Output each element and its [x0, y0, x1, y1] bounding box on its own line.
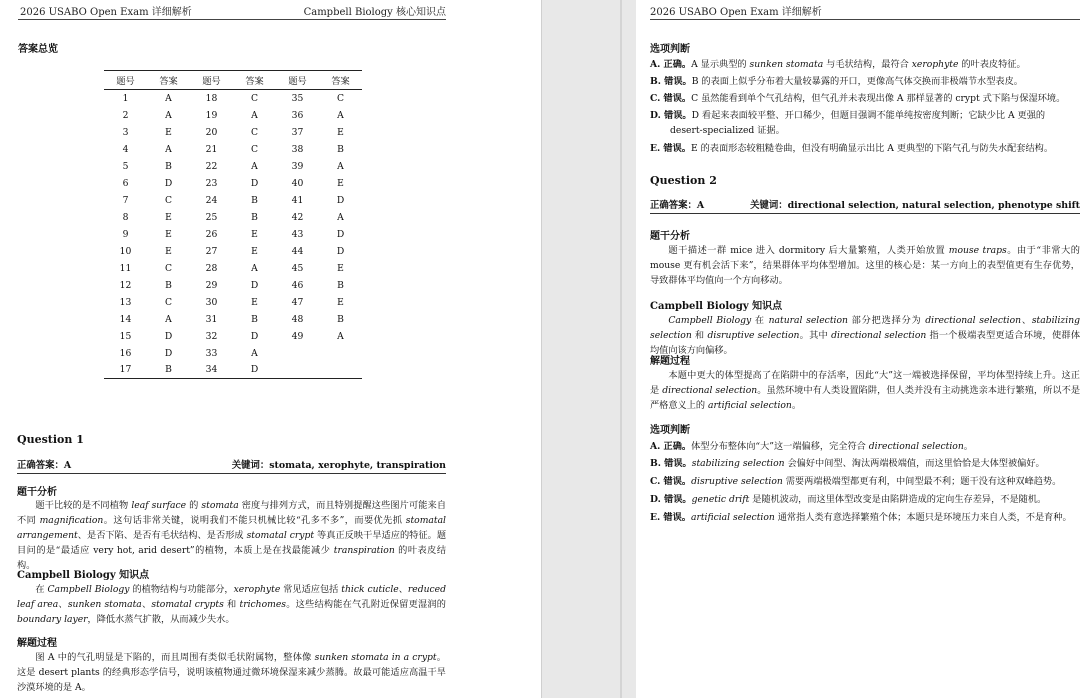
header-rule-right: [650, 19, 1080, 20]
table-cell: D: [250, 279, 259, 291]
table-cell: A: [251, 347, 258, 359]
table-cell: 12: [119, 279, 132, 291]
table-cell: 42: [291, 211, 304, 223]
table-cell: 45: [291, 262, 304, 274]
table-cell: 44: [291, 245, 304, 257]
table-cell: E: [251, 296, 258, 308]
table-cell: D: [250, 330, 259, 342]
table-row: [104, 345, 362, 362]
table-cell: A: [251, 160, 258, 172]
table-cell: 24: [205, 194, 218, 206]
table-cell: 38: [291, 143, 304, 155]
q1-option-item: B. 错误。B 的表面上似乎分布着大量较暴露的开口，更像高气体交换而非极端节水型表皮。: [650, 76, 1023, 87]
table-cell: D: [336, 228, 345, 240]
table-cell: 14: [119, 313, 132, 325]
table-cell: C: [164, 194, 173, 206]
table-cell: 40: [291, 177, 304, 189]
right-page: [636, 0, 1080, 698]
q2-campbell-title: Campbell Biology 知识点: [650, 301, 783, 312]
table-cell: C: [250, 143, 259, 155]
table-cell: 34: [190, 362, 233, 379]
table-row: [104, 362, 362, 379]
q2-keywords: 关键词：directional selection, natural selection, phenotype shift: [750, 200, 1080, 211]
q2-analysis-title: 题干分析: [650, 231, 690, 242]
q2-correct-answer: 正确答案：A: [650, 200, 705, 211]
table-cell: 10: [119, 245, 132, 257]
table-cell: 1: [122, 92, 129, 104]
table-cell: 47: [291, 296, 304, 308]
table-cell: C: [164, 296, 173, 308]
table-cell: 31: [205, 313, 218, 325]
running-header-left-right-page: 2026 USABO Open Exam 详细解析: [650, 7, 822, 18]
table-header-cell: 答案: [147, 71, 190, 90]
q2-option-item: A. 正确。体型分布整体向“大”这一端偏移，完全符合 directional selection。: [650, 441, 973, 452]
q2-option-item: D. 错误。genetic drift 是随机波动，而这里体型改变是由陷阱造成的定向生存差异，不是随机。: [650, 494, 1047, 505]
q1-analysis-paragraph: 题干比较的是不同植物 leaf surface 的 stomata 密度与排列方式，而且特别提醒这些图片可能来自不同 magnification。这句话非常关键，说明我们不能只机械比较“孔多不多”，而要优先抓 stomatal arrangement、是否下陷、是否有毛状结构、是否形成 stomatal crypt 等真正反映干旱适应的特征。题目问的是“最适应 very hot, arid desert”的植物，本质上是在找最能减少 transpiration 的叶表皮结构。: [17, 500, 447, 571]
table-header-cell: 题号: [276, 71, 319, 90]
table-cell: A: [165, 313, 172, 325]
table-cell: 8: [122, 211, 129, 223]
q2-analysis-paragraph: 题干描述一群 mice 进入 dormitory 后大量繁殖，人类开始放置 mouse traps。由于“非常大的 mouse 更有机会活下来”，结果群体平均体型增加。这里的核心是：某一方向上的表型值更有生存优势，导致群体平均值向一个方向移动。: [650, 245, 1080, 286]
table-cell: 28: [205, 262, 218, 274]
table-header-cell: 答案: [233, 71, 276, 90]
table-cell: E: [337, 126, 344, 138]
answer-table: [104, 70, 362, 379]
table-cell: [276, 362, 319, 379]
table-row: [104, 311, 362, 328]
table-row: [104, 124, 362, 141]
table-cell: A: [251, 262, 258, 274]
table-cell: 15: [119, 330, 132, 342]
q1-correct-answer: 正确答案：A: [17, 460, 72, 471]
table-row: [104, 294, 362, 311]
table-cell: B: [251, 313, 258, 325]
table-cell: 6: [122, 177, 129, 189]
table-cell: 49: [291, 330, 304, 342]
table-cell: 5: [122, 160, 129, 172]
q1-options-title: 选项判断: [650, 44, 690, 55]
table-cell: E: [337, 262, 344, 274]
table-cell: 26: [205, 228, 218, 240]
table-cell: 33: [205, 347, 218, 359]
table-cell: B: [337, 143, 344, 155]
table-cell: 39: [291, 160, 304, 172]
answer-overview-title: 答案总览: [18, 44, 58, 55]
table-cell: [319, 345, 362, 362]
q2-process-title: 解题过程: [650, 356, 690, 367]
table-cell: B: [165, 279, 172, 291]
page-gutter: [541, 0, 636, 698]
table-cell: 11: [119, 262, 132, 274]
table-cell: 18: [205, 92, 218, 104]
table-cell: 22: [205, 160, 218, 172]
table-row: [104, 141, 362, 158]
table-cell: 9: [122, 228, 129, 240]
table-cell: 21: [205, 143, 218, 155]
table-cell: D: [164, 177, 173, 189]
table-cell: 30: [205, 296, 218, 308]
table-row: [104, 209, 362, 226]
table-row: [104, 260, 362, 277]
q1-option-item: E. 错误。E 的表面形态较粗糙卷曲，但没有明确显示出比 A 更典型的下陷气孔与防失水配套结构。: [650, 143, 1054, 154]
table-row: [104, 243, 362, 260]
table-cell: B: [251, 211, 258, 223]
table-cell: A: [165, 143, 172, 155]
table-cell: A: [165, 92, 172, 104]
table-cell: A: [251, 109, 258, 121]
table-cell: A: [165, 109, 172, 121]
table-cell: 23: [205, 177, 218, 189]
table-header-cell: 题号: [190, 71, 233, 90]
table-cell: C: [250, 126, 259, 138]
table-cell: C: [336, 92, 345, 104]
header-rule: [18, 19, 446, 20]
q2-process-paragraph: 本题中更大的体型提高了在陷阱中的存活率，因此“大”这一端被选择保留，平均体型持续上升。这正是 directional selection。虽然环境中有人类设置陷阱，但人类并没有主动挑选亲本进行繁殖，所以不是严格意义上的 artificial selection。: [650, 370, 1080, 411]
table-cell: 35: [291, 92, 304, 104]
table-cell: A: [337, 330, 344, 342]
table-cell: E: [165, 211, 172, 223]
table-cell: D: [164, 347, 173, 359]
table-cell: E: [165, 126, 172, 138]
table-cell: B: [147, 362, 190, 379]
table-cell: E: [251, 228, 258, 240]
table-cell: E: [251, 245, 258, 257]
table-cell: 41: [291, 194, 304, 206]
table-row: [104, 226, 362, 243]
table-cell: A: [337, 211, 344, 223]
q2-options-title: 选项判断: [650, 425, 690, 436]
table-row: [104, 328, 362, 345]
table-cell: 32: [205, 330, 218, 342]
table-cell: B: [251, 194, 258, 206]
q1-option-item: D. 错误。D 看起来表面较平整、开口稀少，但题目强调不能单纯按密度判断；它缺少比 A 更强的 desert-specialized 证据。: [650, 110, 1046, 136]
table-cell: E: [165, 245, 172, 257]
table-cell: D: [250, 177, 259, 189]
table-cell: 27: [205, 245, 218, 257]
q2-option-item: C. 错误。disruptive selection 需要两端极端型都更有利，中间型最不利；题干没有这种双峰趋势。: [650, 476, 1062, 487]
table-row: [104, 192, 362, 209]
q1-keywords: 关键词：stomata, xerophyte, transpiration: [231, 460, 446, 471]
table-cell: A: [337, 160, 344, 172]
table-cell: 46: [291, 279, 304, 291]
table-cell: 13: [119, 296, 132, 308]
q1-campbell-title: Campbell Biology 知识点: [17, 570, 150, 581]
q1-process-paragraph: 图 A 中的气孔明显是下陷的，而且周围有类似毛状附属物，整体像 sunken stomata in a crypt。这是 desert plants 的经典形态学信号，说明该植物通过微环境保湿来减少蒸腾。故最可能适应高温干旱沙漠环境的是 A。: [17, 652, 446, 693]
table-cell: 48: [291, 313, 304, 325]
table-cell: 7: [122, 194, 129, 206]
table-cell: 43: [291, 228, 304, 240]
table-cell: E: [165, 228, 172, 240]
table-header-cell: 题号: [104, 71, 147, 90]
q2-meta-rule: [650, 213, 1080, 214]
running-header-left: 2026 USABO Open Exam 详细解析: [20, 7, 192, 18]
question-2-title: Question 2: [650, 174, 717, 187]
table-cell: A: [337, 109, 344, 121]
table-row: [104, 107, 362, 124]
table-cell: 17: [104, 362, 147, 379]
q1-meta-rule: [17, 473, 446, 474]
table-cell: D: [233, 362, 276, 379]
q1-analysis-title: 题干分析: [17, 487, 57, 498]
table-cell: 37: [291, 126, 304, 138]
q1-process-title: 解题过程: [17, 638, 57, 649]
table-cell: B: [337, 279, 344, 291]
table-cell: E: [337, 296, 344, 308]
gutter-divider: [620, 0, 622, 698]
table-cell: 16: [119, 347, 132, 359]
table-cell: D: [336, 194, 345, 206]
table-row: [104, 277, 362, 294]
q1-option-item: C. 错误。C 虽然能看到单个气孔结构，但气孔并未表现出像 A 那样显著的 crypt 式下陷与保湿环境。: [650, 93, 1066, 104]
table-cell: [319, 362, 362, 379]
q2-option-item: E. 错误。artificial selection 通常指人类有意选择繁殖个体；本题只是环境压力来自人类，不是育种。: [650, 512, 1072, 523]
table-row: [104, 158, 362, 175]
table-cell: D: [164, 330, 173, 342]
table-cell: 19: [205, 109, 218, 121]
table-cell: 3: [122, 126, 129, 138]
q2-campbell-paragraph: Campbell Biology 在 natural selection 部分把选择分为 directional selection、stabilizing selection 和 disruptive selection。其中 directional selection 指一个极端表型更适合环境，使群体均值向该方向偏移。: [650, 315, 1080, 356]
q1-campbell-paragraph: 在 Campbell Biology 的植物结构与功能部分，xerophyte 常见适应包括 thick cuticle、reduced leaf area、sunken stomata、stomatal crypts 和 trichomes。这些结构能在气孔附近保留更湿润的 boundary layer，降低水蒸气扩散，从而减少失水。: [17, 584, 446, 625]
table-cell: C: [164, 262, 173, 274]
table-cell: 29: [205, 279, 218, 291]
table-cell: 25: [205, 211, 218, 223]
table-cell: C: [250, 92, 259, 104]
table-cell: 4: [122, 143, 129, 155]
table-row: [104, 90, 362, 107]
q1-option-item: A. 正确。A 显示典型的 sunken stomata 与毛状结构，最符合 xerophyte 的叶表皮特征。: [650, 59, 1026, 70]
question-1-title: Question 1: [17, 433, 84, 446]
table-header-cell: 答案: [319, 71, 362, 90]
table-cell: 36: [291, 109, 304, 121]
table-cell: D: [336, 245, 345, 257]
table-cell: B: [165, 160, 172, 172]
table-cell: [276, 345, 319, 362]
q2-option-item: B. 错误。stabilizing selection 会偏好中间型、淘汰两端极端值，而这里恰恰是大体型被偏好。: [650, 458, 1045, 469]
table-cell: 20: [205, 126, 218, 138]
table-cell: B: [337, 313, 344, 325]
table-cell: E: [337, 177, 344, 189]
table-row: [104, 175, 362, 192]
table-cell: 2: [122, 109, 129, 121]
running-header-right: Campbell Biology 核心知识点: [303, 7, 446, 18]
